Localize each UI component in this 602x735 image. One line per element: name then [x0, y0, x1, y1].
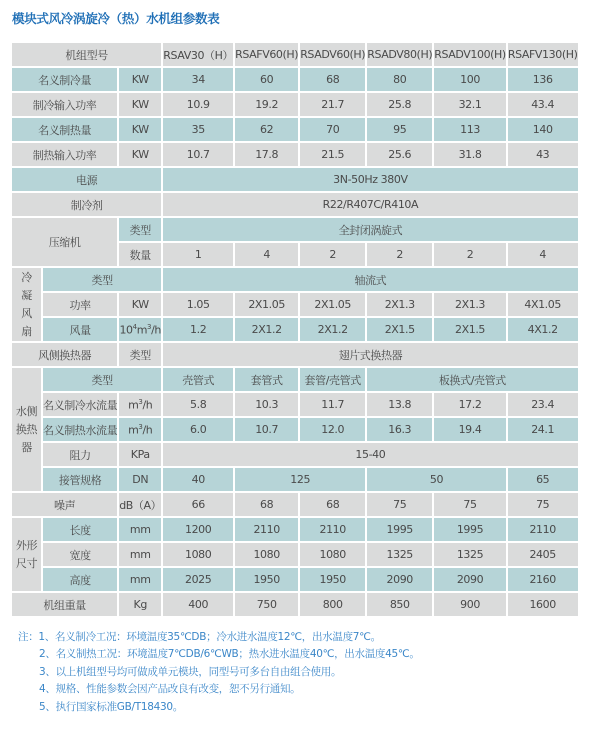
- value-cell: 1325: [367, 543, 432, 566]
- unit-text: /h: [151, 323, 161, 337]
- value-cell: 2X1.2: [235, 318, 298, 341]
- unit-cell: KW: [119, 118, 161, 141]
- value-cell: 68: [235, 493, 298, 516]
- value-cell: 21.5: [300, 143, 365, 166]
- value-cell: 60: [235, 68, 298, 91]
- value-cell: 1995: [367, 518, 432, 541]
- value-cell: 板换式/壳管式: [367, 368, 577, 391]
- unit-cell: DN: [119, 468, 161, 491]
- model-header: RSAFV60(H): [235, 43, 298, 66]
- sub-label: 功率: [43, 293, 117, 316]
- table-row: [12, 468, 578, 491]
- value-cell: 21.7: [300, 93, 365, 116]
- value-cell: 50: [367, 468, 506, 491]
- value-cell: 136: [508, 68, 578, 91]
- row-label: 风侧换热器: [12, 343, 117, 366]
- value-cell: 全封闭涡旋式: [163, 218, 577, 241]
- value-cell: 10.9: [163, 93, 233, 116]
- group-label-text: 水侧换热器: [15, 404, 38, 454]
- value-cell: 11.7: [300, 393, 365, 416]
- value-cell: 70: [300, 118, 365, 141]
- value-cell: 2: [300, 243, 365, 266]
- value-cell: 75: [508, 493, 578, 516]
- value-cell: 140: [508, 118, 578, 141]
- value-cell: 900: [434, 593, 506, 616]
- value-cell: 850: [367, 593, 432, 616]
- value-cell: 95: [367, 118, 432, 141]
- table-row: [12, 193, 578, 216]
- sub-label: 接管规格: [43, 468, 117, 491]
- value-cell: 15-40: [163, 443, 577, 466]
- unit-cell: KPa: [119, 443, 161, 466]
- value-cell: 1.2: [163, 318, 233, 341]
- group-label: [12, 518, 41, 591]
- note: 3、以上机组型号均可做成单元模块，同型号可多台自由组合使用。: [39, 665, 342, 678]
- unit-text: m: [128, 398, 139, 412]
- group-label: [12, 368, 41, 491]
- value-cell: 62: [235, 118, 298, 141]
- table-row: [12, 143, 578, 166]
- note: 2、名义制热工况：环境温度7℃DB/6℃WB；热水进水温度40℃，出水温度45℃。: [39, 648, 420, 661]
- value-cell: 2405: [508, 543, 578, 566]
- sub-label: 数量: [119, 243, 161, 266]
- value-cell: 2X1.2: [300, 318, 365, 341]
- value-cell: 2X1.5: [367, 318, 432, 341]
- table-row: [12, 93, 578, 116]
- sub-label: 类型: [119, 218, 161, 241]
- value-cell: 1.05: [163, 293, 233, 316]
- unit-cell: mm: [119, 518, 161, 541]
- value-cell: 75: [434, 493, 506, 516]
- unit-cell: KW: [119, 293, 161, 316]
- sub-label: 高度: [43, 568, 117, 591]
- group-label-text: 外形尺寸: [15, 538, 38, 570]
- note: 注：1、名义制冷工况：环境温度35℃DB；冷水进水温度12℃，出水温度7℃。: [18, 631, 381, 643]
- value-cell: 2X1.3: [367, 293, 432, 316]
- value-cell: 100: [434, 68, 506, 91]
- value-cell: 25.6: [367, 143, 432, 166]
- row-label: 制冷剂: [12, 193, 161, 216]
- unit-text: 4: [132, 322, 137, 331]
- value-cell: 10.7: [235, 418, 298, 441]
- sub-label: 类型: [43, 368, 161, 391]
- value-cell: 10.3: [235, 393, 298, 416]
- value-cell: 65: [508, 468, 578, 491]
- value-cell: 2110: [235, 518, 298, 541]
- value-cell: 1: [163, 243, 233, 266]
- table-row: [12, 343, 578, 366]
- value-cell: 23.4: [508, 393, 578, 416]
- value-cell: 2X1.5: [434, 318, 506, 341]
- row-label: 噪声: [12, 493, 117, 516]
- unit-text: m: [128, 423, 139, 437]
- value-cell: 34: [163, 68, 233, 91]
- sub-label: 类型: [43, 268, 161, 291]
- sub-label: 类型: [119, 343, 161, 366]
- value-cell: 1950: [300, 568, 365, 591]
- value-cell: 400: [163, 593, 233, 616]
- table-row: [12, 318, 578, 341]
- value-cell: 5.8: [163, 393, 233, 416]
- value-cell: 75: [367, 493, 432, 516]
- value-cell: 翅片式换热器: [163, 343, 577, 366]
- value-cell: 4: [235, 243, 298, 266]
- value-cell: 1325: [434, 543, 506, 566]
- value-cell: 16.3: [367, 418, 432, 441]
- model-header: RSADV60(H): [300, 43, 365, 66]
- table-row: [12, 368, 578, 391]
- value-cell: 1600: [508, 593, 578, 616]
- value-cell: 4X1.2: [508, 318, 578, 341]
- model-header: RSADV80(H): [367, 43, 432, 66]
- group-label-text: 冷凝风扇: [21, 270, 32, 338]
- value-cell: 68: [300, 493, 365, 516]
- table-row: [12, 418, 578, 441]
- table-row: [12, 268, 578, 291]
- row-label: 电源: [12, 168, 161, 191]
- group-label: [12, 268, 41, 341]
- header-label: 机组型号: [12, 43, 161, 66]
- spec-table: [10, 41, 580, 618]
- value-cell: 43: [508, 143, 578, 166]
- value-cell: 2: [367, 243, 432, 266]
- value-cell: 2090: [434, 568, 506, 591]
- value-cell: 1200: [163, 518, 233, 541]
- value-cell: 113: [434, 118, 506, 141]
- row-label: 名义制热量: [12, 118, 117, 141]
- table-row: [12, 293, 578, 316]
- sub-label: 宽度: [43, 543, 117, 566]
- note: 4、规格、性能参数会因产品改良有改变，恕不另行通知。: [39, 683, 301, 696]
- unit-cell: [119, 418, 161, 441]
- unit-cell: KW: [119, 143, 161, 166]
- table-row: [12, 118, 578, 141]
- table-row: [12, 543, 578, 566]
- value-cell: 2160: [508, 568, 578, 591]
- page-title: 模块式风冷涡旋冷（热）水机组参数表: [12, 11, 220, 26]
- value-cell: 12.0: [300, 418, 365, 441]
- value-cell: 66: [163, 493, 233, 516]
- value-cell: 6.0: [163, 418, 233, 441]
- unit-cell: dB（A）: [119, 493, 161, 516]
- value-cell: 2090: [367, 568, 432, 591]
- value-cell: 壳管式: [163, 368, 233, 391]
- value-cell: 40: [163, 468, 233, 491]
- notes: [18, 629, 420, 716]
- row-label: 机组重量: [12, 593, 117, 616]
- value-cell: 32.1: [434, 93, 506, 116]
- value-cell: 68: [300, 68, 365, 91]
- table-row: [12, 493, 578, 516]
- value-cell: 2110: [300, 518, 365, 541]
- row-label: 制热输入功率: [12, 143, 117, 166]
- table-row: [12, 393, 578, 416]
- value-cell: 24.1: [508, 418, 578, 441]
- value-cell: 4X1.05: [508, 293, 578, 316]
- value-cell: 19.2: [235, 93, 298, 116]
- unit-text: 10: [119, 323, 133, 337]
- value-cell: 1950: [235, 568, 298, 591]
- value-cell: 31.8: [434, 143, 506, 166]
- unit-cell: [119, 393, 161, 416]
- unit-cell: mm: [119, 568, 161, 591]
- value-cell: 17.2: [434, 393, 506, 416]
- unit-text: m: [136, 323, 148, 337]
- sub-label: 阻力: [43, 443, 117, 466]
- sub-label: 风量: [43, 318, 117, 341]
- model-header: RSAV30（H）: [163, 43, 233, 66]
- value-cell: 13.8: [367, 393, 432, 416]
- value-cell: 1080: [235, 543, 298, 566]
- table-row: [12, 218, 578, 241]
- unit-cell: KW: [119, 93, 161, 116]
- value-cell: 800: [300, 593, 365, 616]
- value-cell: 19.4: [434, 418, 506, 441]
- value-cell: 2X1.3: [434, 293, 506, 316]
- value-cell: 750: [235, 593, 298, 616]
- sub-label: 名义制热水流量: [43, 418, 117, 441]
- unit-text: 3: [138, 397, 143, 406]
- value-cell: 17.8: [235, 143, 298, 166]
- note: 5、执行国家标准GB/T18430。: [39, 700, 183, 713]
- value-cell: 2X1.05: [235, 293, 298, 316]
- model-header: RSADV100(H): [434, 43, 506, 66]
- value-cell: 4: [508, 243, 578, 266]
- unit-text: /h: [142, 398, 153, 412]
- value-cell: 80: [367, 68, 432, 91]
- value-cell: 1080: [163, 543, 233, 566]
- unit-cell: mm: [119, 543, 161, 566]
- row-label: 制冷输入功率: [12, 93, 117, 116]
- table-row: [12, 68, 578, 91]
- unit-text: 3: [147, 322, 152, 331]
- value-cell: 10.7: [163, 143, 233, 166]
- value-cell: R22/R407C/R410A: [163, 193, 577, 216]
- value-cell: 35: [163, 118, 233, 141]
- value-cell: 1080: [300, 543, 365, 566]
- value-cell: 套管式: [235, 368, 298, 391]
- value-cell: 3N-50Hz 380V: [163, 168, 577, 191]
- value-cell: 轴流式: [163, 268, 577, 291]
- table-row: [12, 43, 578, 66]
- sub-label: 名义制冷水流量: [43, 393, 117, 416]
- model-header: RSAFV130(H): [508, 43, 578, 66]
- value-cell: 2: [434, 243, 506, 266]
- unit-cell: Kg: [119, 593, 161, 616]
- value-cell: 1995: [434, 518, 506, 541]
- value-cell: 2025: [163, 568, 233, 591]
- table-row: [12, 518, 578, 541]
- unit-text: 3: [138, 422, 143, 431]
- unit-cell: KW: [119, 68, 161, 91]
- unit-text: /h: [142, 423, 153, 437]
- group-label: 压缩机: [12, 218, 117, 266]
- value-cell: 125: [235, 468, 365, 491]
- row-label: 名义制冷量: [12, 68, 117, 91]
- table-row: [12, 593, 578, 616]
- value-cell: 25.8: [367, 93, 432, 116]
- sub-label: 长度: [43, 518, 117, 541]
- value-cell: 2X1.05: [300, 293, 365, 316]
- value-cell: 43.4: [508, 93, 578, 116]
- unit-cell: [119, 318, 161, 341]
- table-row: [12, 443, 578, 466]
- value-cell: 套管/壳管式: [300, 368, 365, 391]
- value-cell: 2110: [508, 518, 578, 541]
- table-row: [12, 168, 578, 191]
- table-row: [12, 568, 578, 591]
